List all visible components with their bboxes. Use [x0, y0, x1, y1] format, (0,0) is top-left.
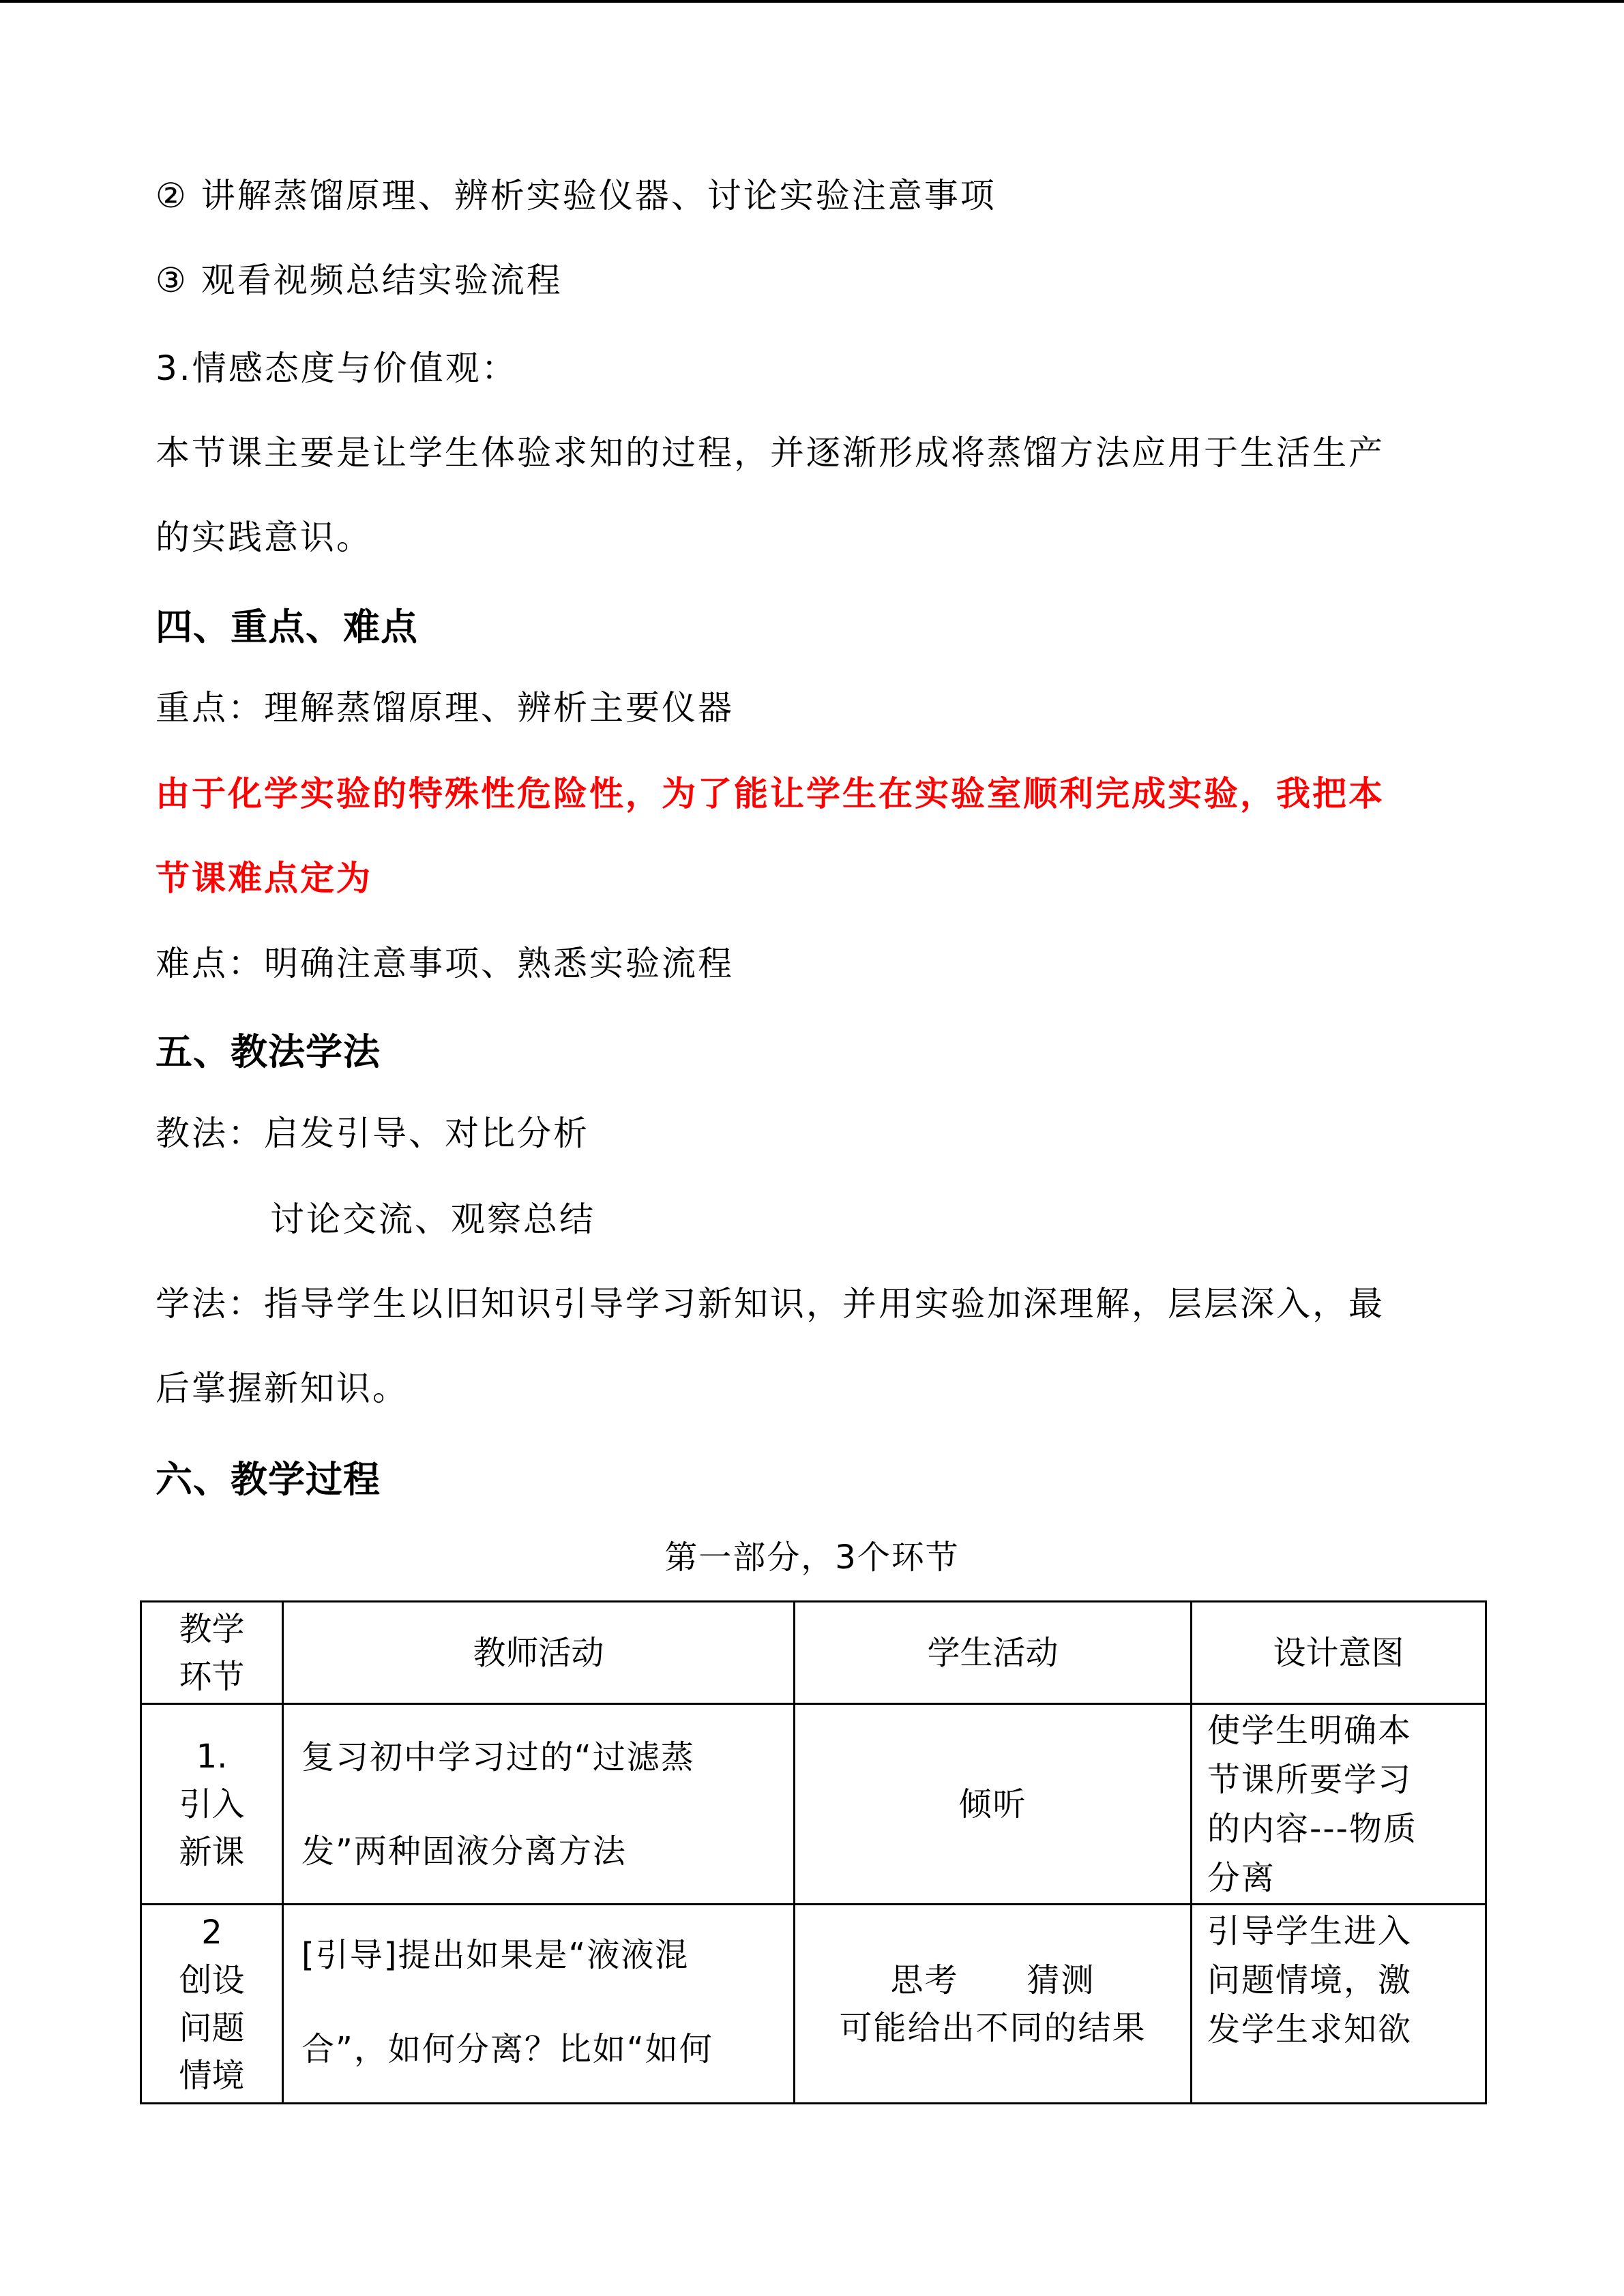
- objective-item-2: ② 讲解蒸馏原理、辨析实验仪器、讨论实验注意事项: [156, 176, 996, 215]
- section-6-heading: 六、教学过程: [156, 1458, 381, 1501]
- teaching-method-line2: 讨论交流、观察总结: [270, 1199, 595, 1239]
- emotion-goal-text-line2: 的实践意识。: [156, 518, 372, 557]
- stage-cell: 2 创设 问题 情境: [141, 1905, 283, 2104]
- header-teacher-activity: 教师活动: [283, 1602, 795, 1704]
- table-row: [141, 1704, 1486, 1905]
- objective-item-3: ③ 观看视频总结实验流程: [156, 260, 563, 300]
- learning-method-line2: 后掌握新知识。: [156, 1369, 409, 1408]
- header-stage: 教学 环节: [141, 1602, 283, 1704]
- design-intent-cell: 引导学生进入 问题情境，激 发学生求知欲: [1192, 1905, 1486, 2104]
- page-top-border: [0, 0, 1624, 3]
- learning-method-line1: 学法：指导学生以旧知识引导学习新知识，并用实验加深理解，层层深入，最: [156, 1284, 1385, 1324]
- table-caption: 第一部分，3个环节: [664, 1538, 960, 1577]
- student-activity-cell: 倾听: [795, 1704, 1192, 1905]
- section-4-heading: 四、重点、难点: [156, 606, 418, 648]
- teacher-activity-cell: [引导]提出如果是“液液混 合”，如何分离？比如“如何: [283, 1905, 795, 2104]
- difficulty-text: 难点：明确注意事项、熟悉实验流程: [156, 944, 734, 983]
- highlight-note-line1: 由于化学实验的特殊性危险性，为了能让学生在实验室顺利完成实验，我把本: [156, 774, 1385, 814]
- highlight-note-line2: 节课难点定为: [156, 859, 372, 898]
- teaching-method-line1: 教法：启发引导、对比分析: [156, 1114, 589, 1153]
- header-design-intent: 设计意图: [1192, 1602, 1486, 1704]
- emotion-goal-heading: 3.情感态度与价值观：: [156, 348, 518, 388]
- teacher-activity-cell: 复习初中学习过的“过滤蒸 发”两种固液分离方法: [283, 1704, 795, 1905]
- table-header-row: [141, 1602, 1486, 1704]
- emotion-goal-text-line1: 本节课主要是让学生体验求知的过程，并逐渐形成将蒸馏方法应用于生活生产: [156, 433, 1385, 473]
- stage-cell: 1. 引入 新课: [141, 1704, 283, 1905]
- design-intent-cell: 使学生明确本 节课所要学习 的内容---物质 分离: [1192, 1704, 1486, 1905]
- student-activity-cell: 思考 猜测 可能给出不同的结果: [795, 1905, 1192, 2104]
- key-point-text: 重点：理解蒸馏原理、辨析主要仪器: [156, 688, 734, 728]
- section-5-heading: 五、教法学法: [156, 1030, 381, 1073]
- header-student-activity: 学生活动: [795, 1602, 1192, 1704]
- table-row: [141, 1905, 1486, 2104]
- teaching-process-table: [140, 1600, 1487, 2104]
